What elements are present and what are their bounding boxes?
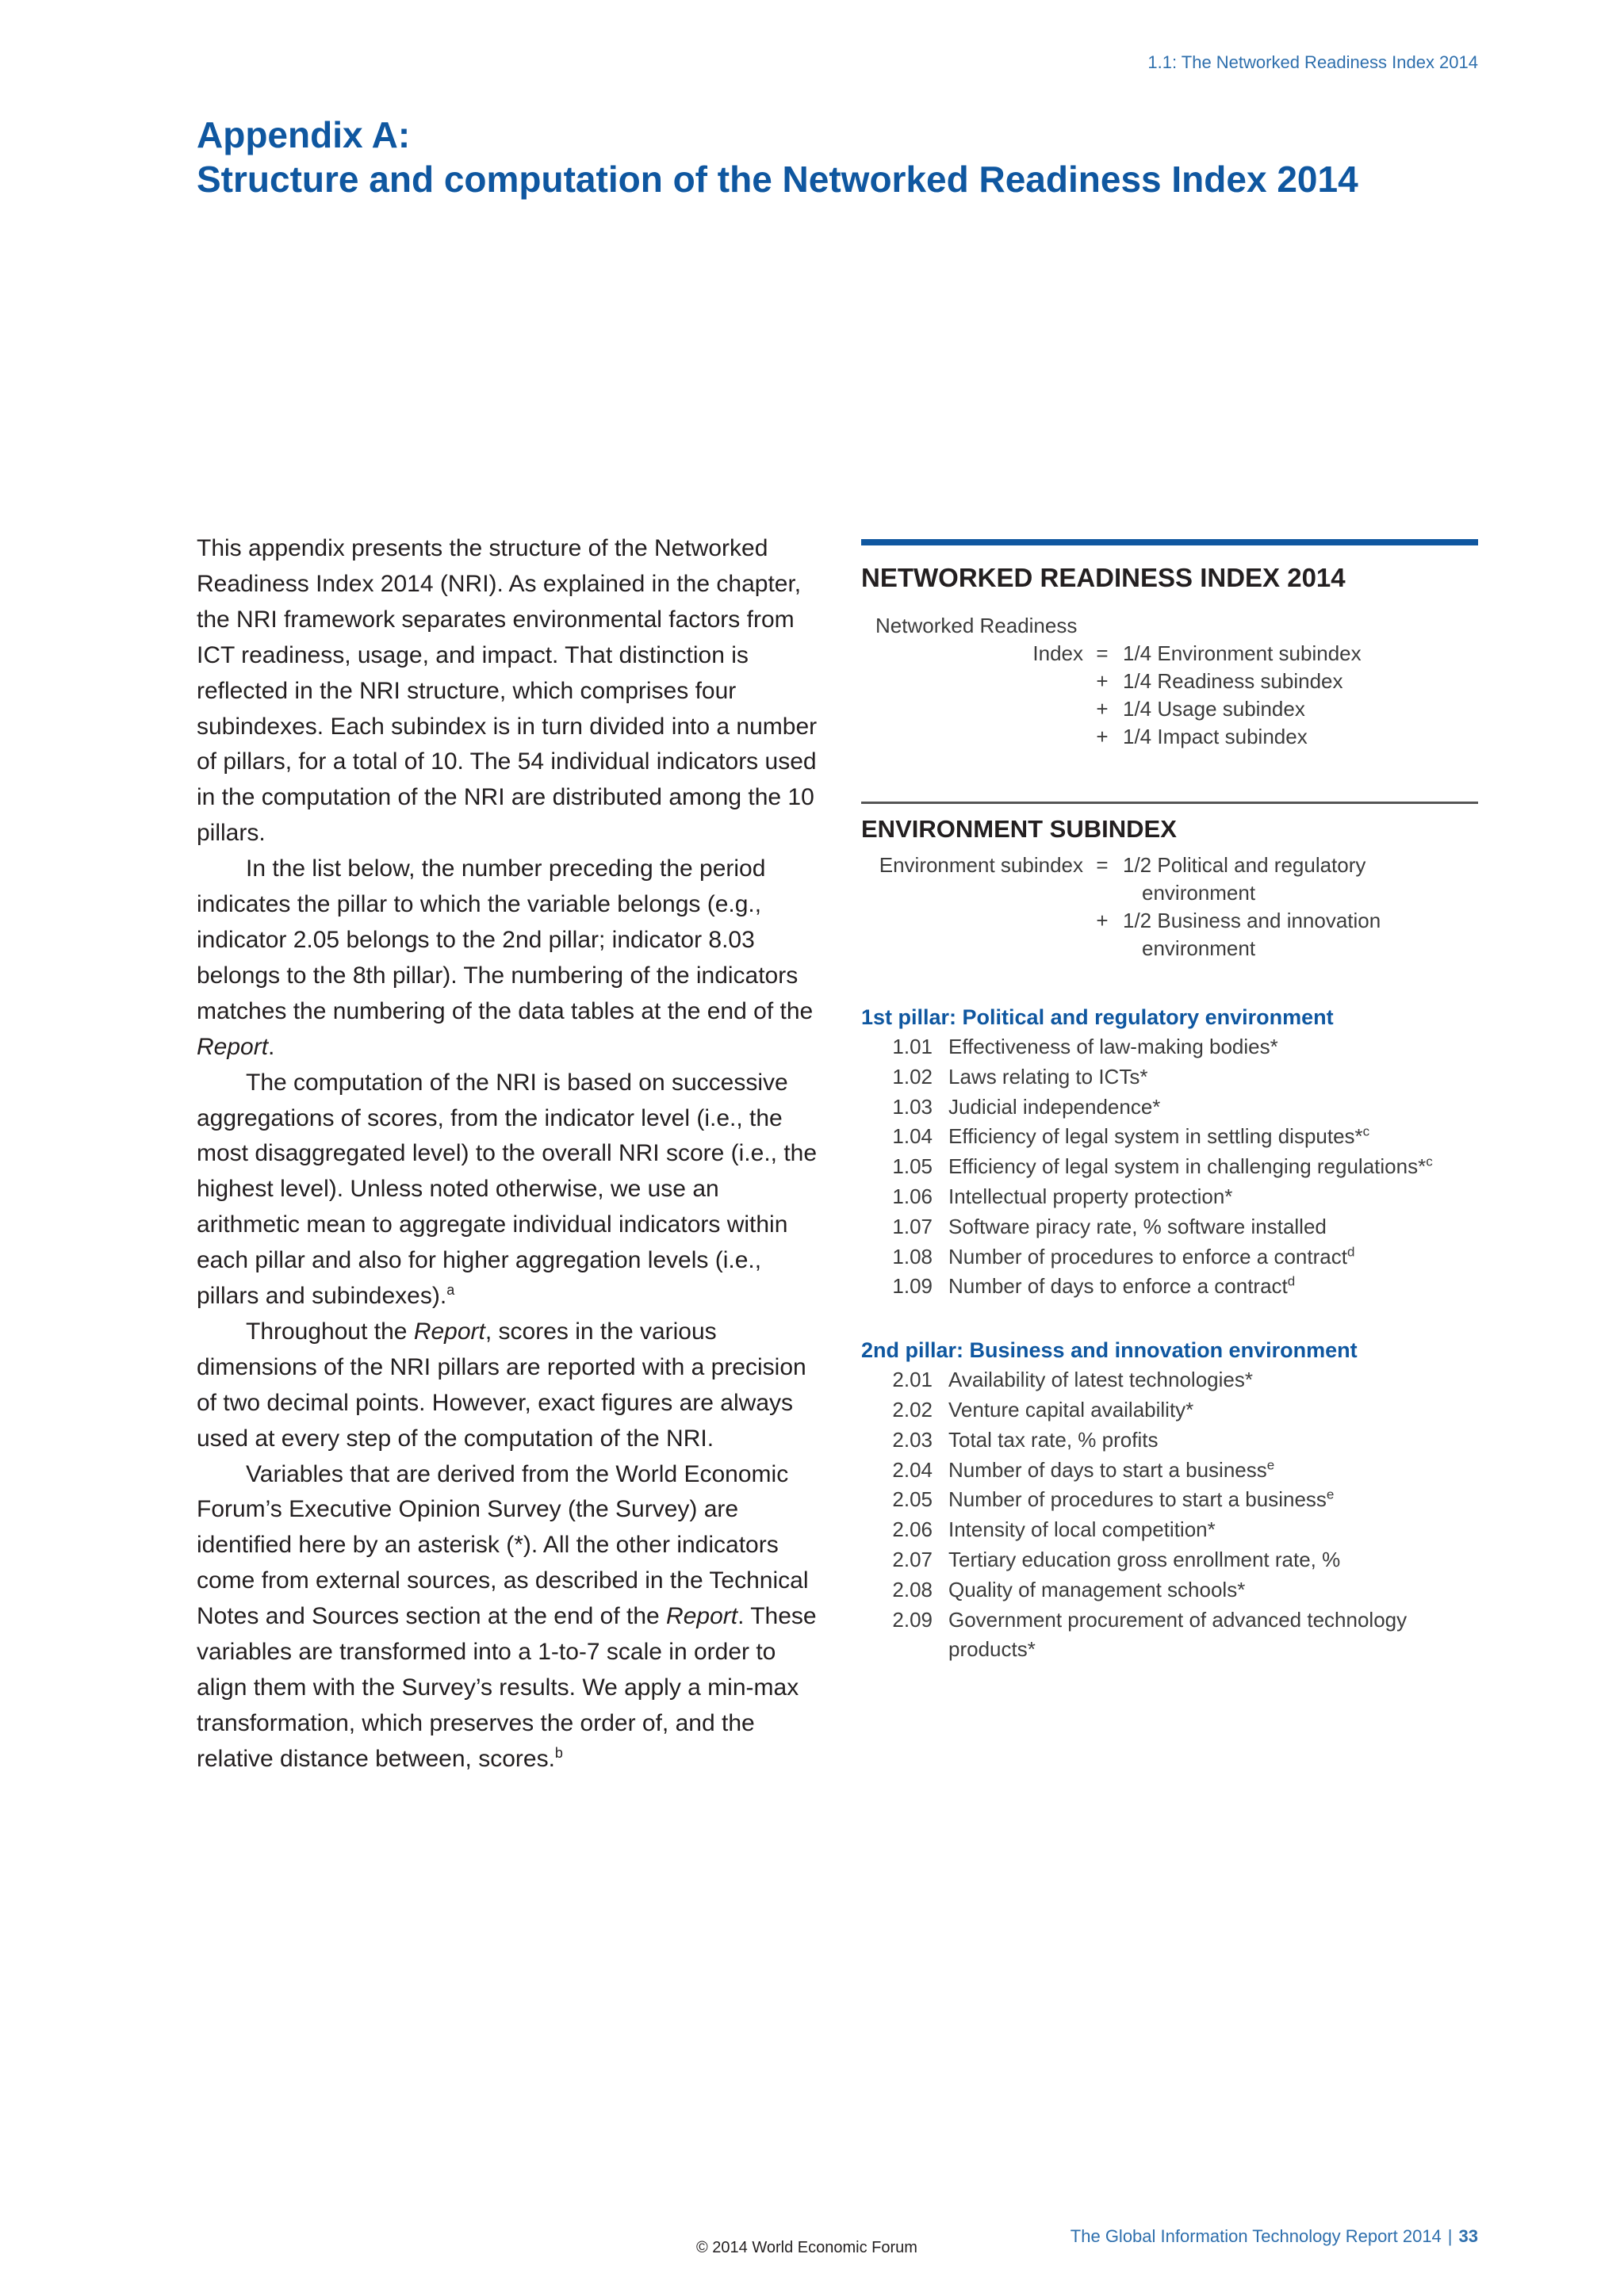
indicator-row: [861, 1272, 1478, 1302]
plus-sign: +: [1096, 909, 1109, 932]
nri-lhs-line-2: Index: [1032, 641, 1083, 665]
env-lhs: Environment subindex: [879, 853, 1083, 877]
indicator-label: [948, 1545, 1478, 1575]
page-footer: [1071, 2226, 1478, 2247]
indicator-number: 2.07: [892, 1547, 933, 1571]
indicator-label: [948, 1242, 1478, 1272]
indicator-row: [861, 1515, 1478, 1545]
indicator-row: [861, 1182, 1478, 1212]
indicator-row: [861, 1093, 1478, 1123]
nri-term: 1/4 Usage subindex: [1123, 697, 1305, 721]
indicator-number: 1.04: [892, 1124, 933, 1149]
equals-sign: =: [1096, 641, 1109, 665]
indicator-label-text: Effectiveness of law-making bodies*: [948, 1035, 1278, 1058]
indicator-label: [948, 1182, 1478, 1212]
title-line-2: Structure and computation of the Networked Readiness Index 2014: [197, 159, 1358, 200]
nri-formula: [861, 612, 1478, 751]
indicator-label-text: Laws relating to ICTs*: [948, 1064, 1148, 1089]
indicator-label-text: Efficiency of legal system in challenging regulations*: [948, 1154, 1427, 1179]
page-title: [197, 113, 1481, 201]
indicator-label-text: Number of days to start a business: [948, 1457, 1267, 1482]
indicator-label: [948, 1605, 1478, 1666]
indicator-label-text: Number of procedures to start a business: [948, 1487, 1327, 1512]
body-text: [197, 531, 823, 1777]
indicator-label: [948, 1515, 1478, 1545]
indicator-label-text: Government procurement of advanced technology products*: [948, 1607, 1408, 1662]
footer-separator: |: [1447, 2226, 1453, 2246]
environment-heading: ENVIRONMENT SUBINDEX: [861, 802, 1478, 844]
indicator-label-text: Judicial independence*: [948, 1094, 1161, 1119]
equals-sign: =: [1096, 853, 1109, 877]
indicator-number: 1.07: [892, 1214, 933, 1238]
nri-formula-row: [861, 695, 1478, 723]
copyright-notice: © 2014 World Economic Forum: [696, 2239, 917, 2256]
paragraph-1: This appendix presents the structure of the Networked Readiness Index 2014 (NRI). As explained in the chapter, the NRI framework separates environmental factors from ICT readiness, usage, and impact. That distinction is reflected in the NRI structure, which comprises four subindexes. Each subindex is in turn divided into a number of pillars, for a total of 10. The 54 individual indicators used in the computation of the NRI are distributed among the 10 pillars.: [197, 535, 818, 847]
nri-formula-row: [861, 668, 1478, 695]
indicator-row: [861, 1122, 1478, 1152]
indicator-label: [948, 1212, 1478, 1242]
indicator-row: [861, 1242, 1478, 1272]
indicator-label: [948, 1062, 1478, 1093]
indicator-number: 1.01: [892, 1035, 933, 1058]
indicator-row: [861, 1212, 1478, 1242]
indicator-label-text: Efficiency of legal system in settling disputes*: [948, 1124, 1363, 1149]
pillar-2-title: 2nd pillar: Business and innovation environment: [861, 1338, 1358, 1363]
indicator-row: [861, 1365, 1478, 1395]
indicator-label-text: Quality of management schools*: [948, 1577, 1246, 1601]
paragraph-2-italic: Report: [197, 1033, 269, 1060]
nri-heading: NETWORKED READINESS INDEX 2014: [861, 539, 1478, 593]
indicator-number: 2.01: [892, 1368, 933, 1392]
paragraph-4-italic: Report: [413, 1318, 485, 1345]
indicator-label: [948, 1395, 1478, 1425]
indicator-footnote-ref: e: [1326, 1487, 1335, 1502]
indicator-label-text: Intensity of local competition*: [948, 1517, 1216, 1542]
indicator-number: 2.09: [892, 1607, 933, 1632]
paragraph-2: [197, 851, 823, 1065]
paragraph-4: [197, 1314, 823, 1457]
paragraph-5-rest: . These variables are transformed into a 1-to-7 scale in order to align them with the Survey’s results. We apply a min-max transformation, which preserves the order of, and the relative distance between, scores.: [197, 1603, 817, 1772]
indicator-number: 2.02: [892, 1397, 933, 1422]
pillar-1-indicator-list: [861, 1032, 1478, 1302]
indicator-label: [948, 1485, 1478, 1515]
indicator-label-text: Number of procedures to enforce a contract: [948, 1244, 1347, 1269]
indicator-label: [948, 1365, 1478, 1395]
nri-formula-row: [861, 640, 1478, 668]
indicator-row: [861, 1395, 1478, 1425]
structure-box: [861, 539, 1478, 1665]
indicator-label: [948, 1122, 1478, 1152]
env-term-1-line-2: environment: [1142, 881, 1256, 905]
paragraph-5-italic: Report: [666, 1603, 738, 1630]
nri-term: 1/4 Environment subindex: [1123, 641, 1362, 665]
env-term-1-line-1: 1/2 Political and regulatory: [1123, 853, 1366, 877]
title-line-1: Appendix A:: [197, 114, 411, 155]
indicator-row: [861, 1425, 1478, 1456]
paragraph-3-text: The computation of the NRI is based on successive aggregations of scores, from the indicator level (i.e., the most disaggregated level) to the overall NRI score (i.e., the highest level). Unless noted otherwise, we use an arithmetic mean to aggregate individual indicators within each pillar and also for higher aggregation levels (i.e., pillars and subindexes).: [197, 1069, 818, 1310]
indicator-number: 1.09: [892, 1274, 933, 1299]
indicator-number: 1.05: [892, 1154, 933, 1179]
paragraph-4-start: Throughout the: [246, 1318, 414, 1345]
indicator-label: [948, 1093, 1478, 1123]
page-number: 33: [1458, 2226, 1478, 2246]
indicator-label: [948, 1575, 1478, 1605]
nri-term: 1/4 Readiness subindex: [1123, 669, 1343, 693]
indicator-number: 2.06: [892, 1517, 933, 1542]
env-term: [1110, 907, 1440, 962]
report-title: The Global Information Technology Report 2014: [1070, 2226, 1442, 2246]
indicator-row: [861, 1605, 1478, 1666]
indicator-label: [948, 1152, 1478, 1182]
indicator-row: [861, 1485, 1478, 1515]
paragraph-2-text: In the list below, the number preceding the period indicates the pillar to which the variable belongs (e.g., indicator 2.05 belongs to the 2nd pillar; indicator 8.03 belongs to the 8th pillar). The numbering of the indicators matches the numbering of the data tables at the end of the: [197, 855, 814, 1024]
indicator-footnote-ref: c: [1426, 1154, 1433, 1169]
indicator-label-text: Software piracy rate, % software installed: [948, 1214, 1327, 1238]
indicator-row: [861, 1062, 1478, 1093]
paragraph-4-rest: , scores in the various dimensions of the NRI pillars are reported with a precision of two decimal points. However, exact figures are always used at every step of the computation of the NRI.: [197, 1318, 806, 1452]
indicator-label: [948, 1425, 1478, 1456]
plus-sign: +: [1096, 697, 1109, 721]
indicator-label: [948, 1456, 1478, 1486]
indicator-footnote-ref: d: [1287, 1273, 1296, 1289]
indicator-number: 1.06: [892, 1184, 933, 1208]
indicator-number: 2.04: [892, 1457, 933, 1482]
env-term-2-line-1: 1/2 Business and innovation: [1123, 909, 1381, 932]
paragraph-5-start: Variables that are derived from the World Economic Forum’s Executive Opinion Survey (the Survey) are identified here by an asterisk (*). All the other indicators come from external sources, as described in the Technical Notes and Sources section at the end of the: [197, 1460, 809, 1630]
indicator-footnote-ref: d: [1346, 1243, 1355, 1259]
env-formula-row: [861, 851, 1478, 907]
indicator-row: [861, 1032, 1478, 1062]
indicator-label-text: Availability of latest technologies*: [948, 1368, 1253, 1392]
indicator-footnote-ref: c: [1362, 1123, 1370, 1139]
indicator-label-text: Tertiary education gross enrollment rate, %: [948, 1547, 1341, 1571]
indicator-row: [861, 1152, 1478, 1182]
paragraph-2-end: .: [268, 1033, 275, 1060]
footnote-ref-b: b: [554, 1744, 563, 1761]
paragraph-3: [197, 1066, 823, 1314]
indicator-number: 1.08: [892, 1244, 933, 1269]
indicator-label-text: Intellectual property protection*: [948, 1184, 1233, 1208]
indicator-row: [861, 1575, 1478, 1605]
indicator-row: [861, 1456, 1478, 1486]
indicator-label: [948, 1032, 1478, 1062]
footnote-ref-a: a: [446, 1282, 455, 1299]
pillar-2-indicator-list: [861, 1365, 1478, 1665]
env-term-2-line-2: environment: [1142, 936, 1256, 960]
nri-formula-row: [861, 723, 1478, 751]
environment-formula: [861, 851, 1478, 962]
indicator-label-text: Number of days to enforce a contract: [948, 1274, 1288, 1299]
indicator-number: 2.05: [892, 1487, 933, 1512]
indicator-row: [861, 1545, 1478, 1575]
indicator-label: [948, 1272, 1478, 1302]
plus-sign: +: [1096, 669, 1109, 693]
indicator-label-text: Total tax rate, % profits: [948, 1427, 1159, 1452]
paragraph-5: [197, 1457, 823, 1777]
indicator-label-text: Venture capital availability*: [948, 1397, 1194, 1422]
indicator-number: 2.03: [892, 1427, 933, 1452]
pillar-1-title: 1st pillar: Political and regulatory environment: [861, 1005, 1334, 1029]
indicator-number: 1.03: [892, 1094, 933, 1119]
env-term: [1110, 851, 1440, 907]
plus-sign: +: [1096, 725, 1109, 748]
running-head: 1.1: The Networked Readiness Index 2014: [1147, 52, 1478, 72]
nri-term: 1/4 Impact subindex: [1123, 725, 1308, 748]
indicator-number: 2.08: [892, 1577, 933, 1601]
env-formula-row: [861, 907, 1478, 962]
indicator-footnote-ref: e: [1266, 1456, 1275, 1472]
nri-lhs-line-1: Networked Readiness: [875, 614, 1078, 637]
indicator-number: 1.02: [892, 1064, 933, 1089]
